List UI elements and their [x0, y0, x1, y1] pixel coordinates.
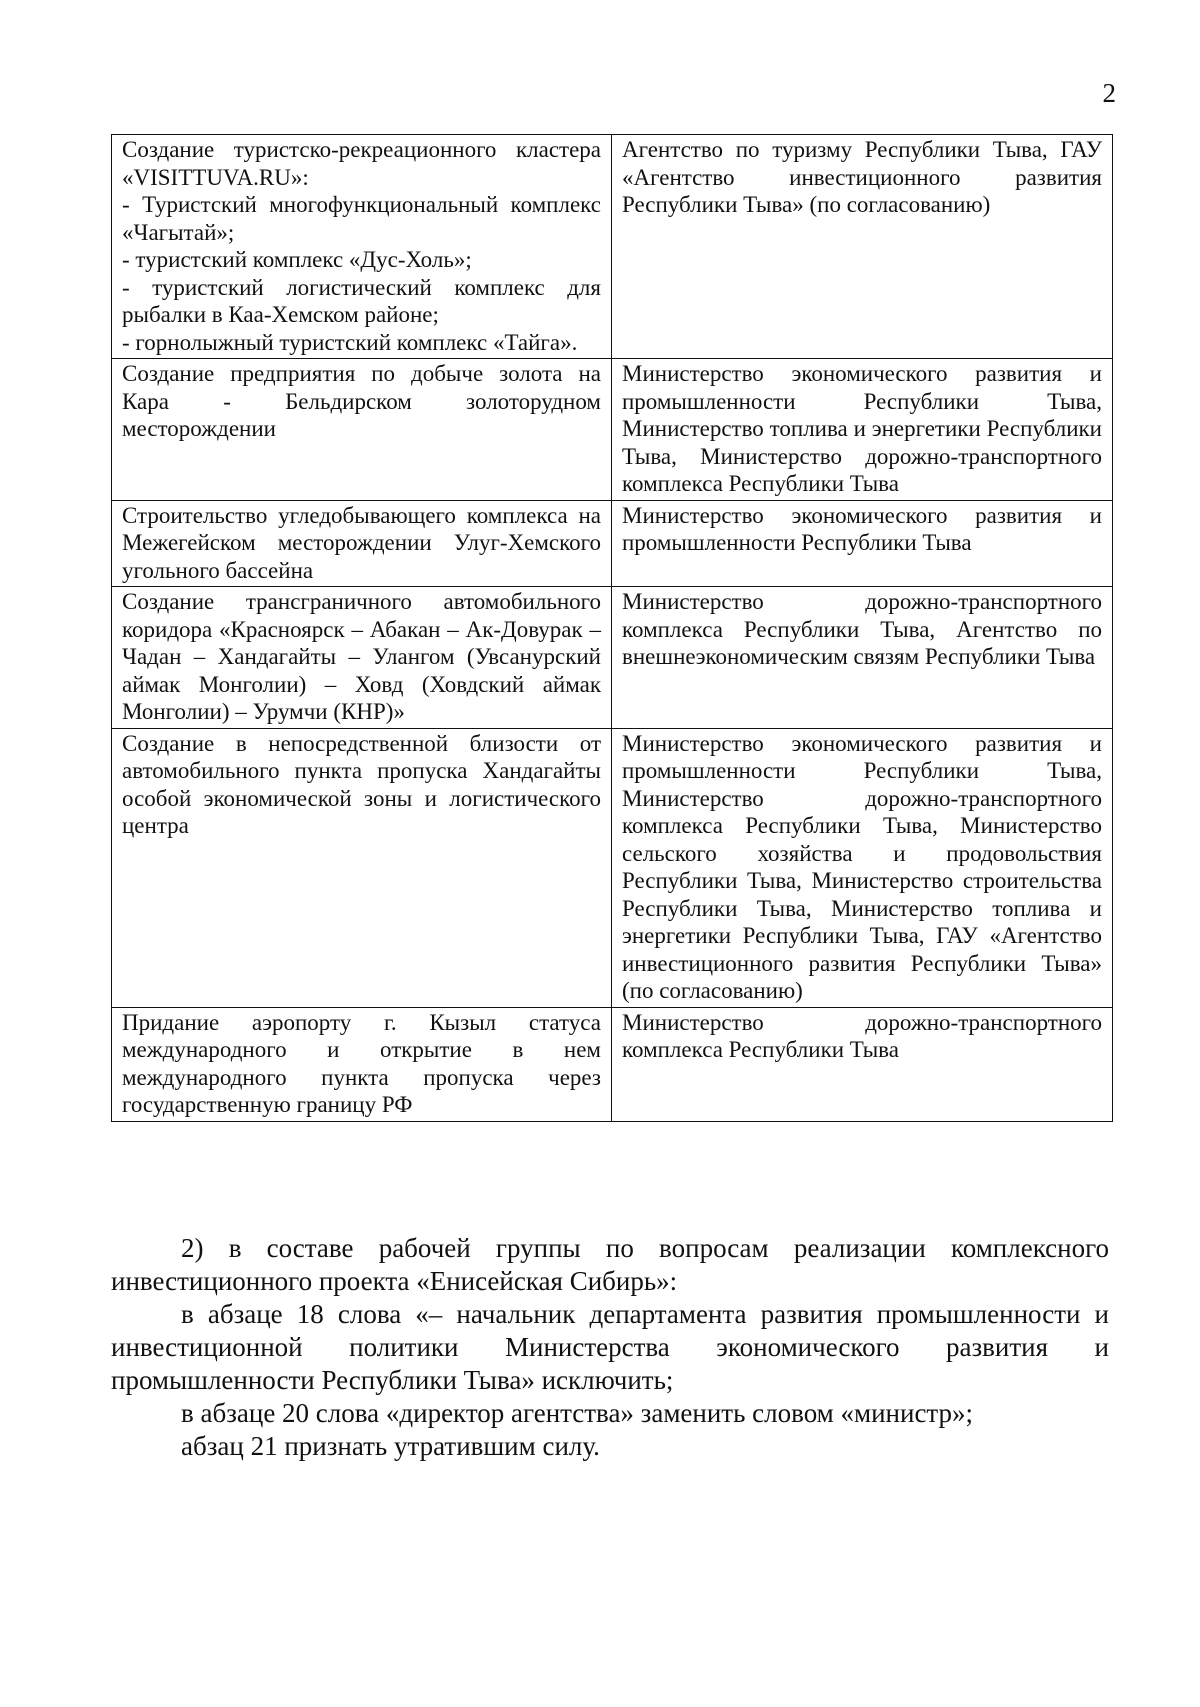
- amendment-paragraph: 2) в составе рабочей группы по вопросам реализации комплексного инвестиционного проекта «Енисейская Сибирь»:: [111, 1233, 1109, 1296]
- project-text: Создание туристско-рекреационного кластера «VISITTUVA.RU»:: [122, 137, 601, 190]
- table-row: [112, 135, 1113, 359]
- table-row: [112, 359, 1113, 501]
- project-list-item: - горнолыжный туристский комплекс «Тайга».: [122, 329, 578, 355]
- project-cell: Создание трансграничного автомобильного коридора «Красноярск – Абакан – Ак-Довурак – Чадан – Хандагайты – Улангом (Увсанурский аймак Монголии) – Ховд (Ховдский аймак Монголии) – Урумчи (КНР)»: [112, 587, 612, 729]
- project-cell: Создание предприятия по добыче золота на Кара - Бельдирском золоторудном месторождении: [112, 359, 612, 501]
- projects-table: [111, 134, 1113, 1122]
- table-row: [112, 728, 1113, 1007]
- amendment-paragraph: в абзаце 20 слова «директор агентства» заменить словом «министр»;: [181, 1398, 974, 1428]
- project-cell: Строительство угледобывающего комплекса на Межегейском месторождении Улуг-Хемского угольного бассейна: [112, 500, 612, 587]
- table-row: [112, 500, 1113, 587]
- project-cell: [112, 135, 612, 359]
- project-list-item: - Туристский многофункциональный комплекс «Чагытай»;: [122, 192, 601, 245]
- page-number: 2: [1102, 78, 1116, 108]
- agency-cell: Министерство экономического развития и промышленности Республики Тыва, Министерство топлива и энергетики Республики Тыва, Министерство дорожно-транспортного комплекса Республики Тыва: [612, 359, 1113, 501]
- agency-cell: Министерство дорожно-транспортного комплекса Республики Тыва: [612, 1007, 1113, 1121]
- amendment-paragraph: в абзаце 18 слова «– начальник департамента развития промышленности и инвестиционной политики Министерства экономического развития и промышленности Республики Тыва» исключить;: [111, 1299, 1109, 1395]
- agency-cell: Агентство по туризму Республики Тыва, ГАУ «Агентство инвестиционного развития Республики Тыва» (по согласованию): [612, 135, 1113, 359]
- table-row: [112, 587, 1113, 729]
- project-cell: Создание в непосредственной близости от автомобильного пункта пропуска Хандагайты особой экономической зоны и логистического центра: [112, 728, 612, 1007]
- table-row: [112, 1007, 1113, 1121]
- amendment-paragraph: абзац 21 признать утратившим силу.: [181, 1431, 600, 1461]
- agency-cell: Министерство дорожно-транспортного комплекса Республики Тыва, Агентство по внешнеэкономическим связям Республики Тыва: [612, 587, 1113, 729]
- agency-cell: Министерство экономического развития и промышленности Республики Тыва, Министерство дорожно-транспортного комплекса Республики Тыва, Министерство сельского хозяйства и продовольствия Республики Тыва, Министерство строительства Республики Тыва, Министерство топлива и энергетики Республики Тыва, ГАУ «Агентство инвестиционного развития Республики Тыва» (по согласованию): [612, 728, 1113, 1007]
- amendment-text: [111, 1232, 1109, 1463]
- project-list-item: - туристский логистический комплекс для рыбалки в Каа-Хемском районе;: [122, 274, 601, 327]
- project-list-item: - туристский комплекс «Дус-Холь»;: [122, 247, 472, 272]
- agency-cell: Министерство экономического развития и промышленности Республики Тыва: [612, 500, 1113, 587]
- project-cell: Придание аэропорту г. Кызыл статуса международного и открытие в нем международного пункта пропуска через государственную границу РФ: [112, 1007, 612, 1121]
